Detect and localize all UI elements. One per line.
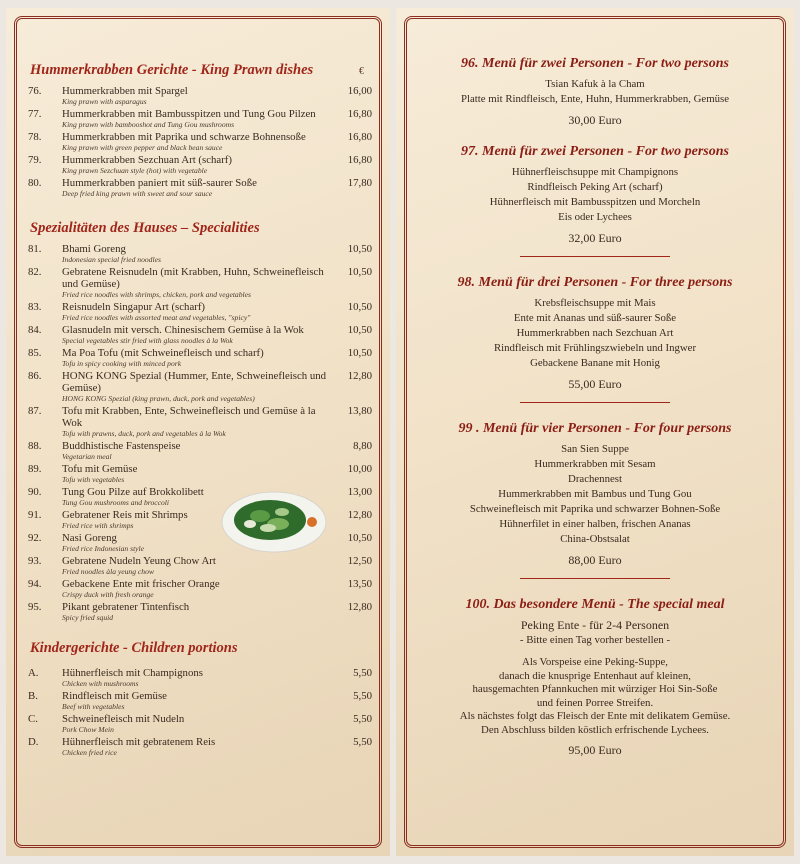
dish-name: Hühnerfleisch mit Champignons — [62, 667, 203, 679]
dish-translation: Chicken fried rice — [62, 748, 117, 757]
dish-number: 89. — [28, 463, 42, 475]
dish-row — [24, 463, 372, 484]
dish-name: Tofu mit Gemüse — [62, 463, 138, 475]
dish-number: 77. — [28, 108, 42, 120]
dish-translation: Pork Chow Mein — [62, 725, 114, 734]
dish-name: Gebackene Ente mit frischer Orange — [62, 578, 220, 590]
menu-price: 32,00 Euro — [568, 231, 622, 245]
dish-translation: King prawn with bambooshot and Tung Gou mushrooms — [62, 120, 235, 129]
dish-row — [24, 601, 372, 622]
section-title-specialities: Spezialitäten des Hauses – Specialities — [30, 220, 260, 236]
dish-price: 10,50 — [347, 347, 372, 359]
dish-name: Hummerkrabben mit Bambusspitzen und Tung Gou Pilzen — [62, 108, 316, 120]
dish-name: HONG KONG Spezial (Hummer, Ente, Schweinefleisch und Gemüse) — [62, 370, 327, 394]
menu-page-left — [6, 8, 390, 856]
dish-translation: Tofu with prawns, duck, pork and vegetables à la Wok — [62, 429, 226, 438]
dish-row — [24, 736, 372, 757]
dish-number: 93. — [28, 555, 42, 567]
dish-price: 8,80 — [353, 440, 372, 452]
dish-translation: Deep fried king prawn with sweet and sour sauce — [62, 189, 213, 198]
dish-row — [24, 555, 372, 576]
dish-name: Hühnerfleisch mit gebratenem Reis — [62, 736, 216, 748]
menu-course: danach die knusprige Entenhaut auf kleinen, — [499, 669, 691, 682]
dish-price: 16,80 — [347, 108, 372, 120]
dish-translation: Vegetarian meal — [62, 452, 112, 461]
menu-97 — [416, 144, 774, 246]
dish-name: Hummerkrabben paniert mit süß-saurer Soße — [62, 177, 257, 189]
dish-translation: Tung Gou mushrooms and broccoli — [62, 498, 170, 507]
menu-course: Drachennest — [568, 473, 622, 485]
menu-title: 99 . Menü für vier Personen - For four persons — [458, 421, 732, 436]
dish-translation: Tofu in spicy cooking with minced pork — [62, 359, 182, 368]
dish-translation: Fried noodles àla yeung chow — [62, 567, 154, 576]
dish-number: 85. — [28, 347, 42, 359]
section-title-prawn: Hummerkrabben Gerichte - King Prawn dishes € — [30, 62, 364, 78]
dish-translation: Fried rice noodles with assorted meat and vegetables, "spicy" — [62, 313, 251, 322]
menu-course: Hühnerfilet in einer halben, frischen Ananas — [499, 518, 691, 530]
dish-number: 90. — [28, 486, 42, 498]
menu-course: und feinen Porree Streifen. — [536, 696, 654, 709]
dish-number: 76. — [28, 85, 42, 97]
divider — [520, 578, 670, 579]
dish-price: 13,50 — [347, 578, 372, 590]
dish-name: Reisnudeln Singapur Art (scharf) — [62, 301, 206, 313]
dish-number: 84. — [28, 324, 42, 336]
dish-name: Ma Poa Tofu (mit Schweinefleisch und scharf) — [62, 347, 264, 359]
dish-price: 5,50 — [353, 713, 372, 725]
menu-price: 88,00 Euro — [568, 553, 622, 567]
dish-price: 10,00 — [347, 463, 372, 475]
dish-name: Tofu mit Krabben, Ente, Schweinefleisch und Gemüse à la Wok — [62, 405, 316, 429]
dish-price: 5,50 — [353, 736, 372, 748]
menu-title: 100. Das besondere Menü - The special meal — [465, 597, 725, 612]
specialities-dish-list — [24, 243, 372, 622]
menu-99 — [416, 421, 774, 568]
menu-course: Hühnerfleischsuppe mit Champignons — [511, 166, 679, 178]
dish-price: 10,50 — [347, 266, 372, 278]
dish-number: 92. — [28, 532, 42, 544]
menu-course: Platte mit Rindfleisch, Ente, Huhn, Hummerkrabben, Gemüse — [460, 93, 730, 105]
dish-number: A. — [28, 667, 39, 679]
menu-course: Als nächstes folgt das Fleisch der Ente mit delikatem Gemüse. — [459, 710, 731, 722]
dish-translation: Chicken with mushrooms — [62, 679, 139, 688]
menu-page-right — [396, 8, 794, 856]
dish-row — [24, 690, 372, 711]
dish-name: Gebratene Reisnudeln (mit Krabben, Huhn, Schweinefleisch und Gemüse) — [62, 266, 324, 290]
dish-name: Buddhistische Fastenspeise — [62, 440, 181, 452]
dish-price: 12,80 — [347, 601, 372, 613]
dish-name: Tung Gou Pilze auf Brokkolibett — [62, 486, 204, 498]
menu-96 — [416, 56, 774, 128]
dish-number: 80. — [28, 177, 42, 189]
dish-row — [24, 131, 372, 152]
menu-price: 55,00 Euro — [568, 377, 622, 391]
menu-98 — [416, 275, 774, 392]
dish-price: 17,80 — [347, 177, 372, 189]
dish-number: 78. — [28, 131, 42, 143]
menu-title: 96. Menü für zwei Personen - For two persons — [461, 56, 729, 71]
dish-price: 5,50 — [353, 667, 372, 679]
dish-name: Schweinefleisch mit Nudeln — [62, 713, 185, 725]
dish-price: 10,50 — [347, 301, 372, 313]
dish-price: 13,80 — [347, 405, 372, 417]
menu-course: Tsian Kafuk à la Cham — [545, 78, 645, 90]
dish-row — [24, 713, 372, 734]
menu-course: San Sien Suppe — [561, 443, 629, 455]
menu-price: 30,00 Euro — [568, 113, 622, 127]
dish-number: 95. — [28, 601, 42, 613]
dish-translation: Indonesian special fried noodles — [62, 255, 161, 264]
dish-translation: Tofu with vegetables — [62, 475, 125, 484]
dish-number: 86. — [28, 370, 42, 382]
dish-number: C. — [28, 713, 38, 725]
menu-course: Hummerkrabben nach Sezchuan Art — [516, 327, 674, 339]
menu-course: hausgemachten Pfannkuchen mit würziger Hoi Sin-Soße — [472, 683, 718, 695]
order-note: - Bitte einen Tag vorher bestellen - — [519, 634, 671, 646]
dish-number: 79. — [28, 154, 42, 166]
menu-course: Hühnerfleisch mit Bambusspitzen und Morcheln — [489, 196, 701, 208]
menu-course: Ente mit Ananas und süß-saurer Soße — [513, 312, 677, 324]
dish-name: Hummerkrabben Sezchuan Art (scharf) — [62, 154, 232, 166]
dish-translation: Fried rice with shrimps — [62, 521, 134, 530]
menu-course: Krebsfleischsuppe mit Mais — [534, 297, 656, 309]
dish-name: Bhami Goreng — [62, 243, 126, 255]
menu-course: Schweinefleisch mit Paprika und schwarzer Bohnen-Soße — [469, 503, 721, 515]
dish-row — [24, 667, 372, 688]
menu-title: 98. Menü für drei Personen - For three persons — [457, 275, 733, 290]
menu-course: Hummerkrabben mit Bambus und Tung Gou — [498, 488, 692, 500]
menu-course: Rindfleisch Peking Art (scharf) — [527, 181, 663, 193]
dish-price: 16,00 — [347, 85, 372, 97]
divider — [520, 402, 670, 403]
currency-symbol: € — [359, 66, 364, 77]
dish-number: 94. — [28, 578, 42, 590]
menu-course: Hummerkrabben mit Sesam — [534, 458, 656, 470]
prawn-dish-list — [24, 85, 372, 198]
dish-plate-image — [220, 490, 328, 554]
children-dish-list — [24, 667, 372, 757]
dish-translation: Special vegetables stir fried with glass noodles à la Wok — [62, 336, 233, 345]
dish-number: 91. — [28, 509, 42, 521]
dish-number: D. — [28, 736, 39, 748]
dish-price: 5,50 — [353, 690, 372, 702]
section-title-children: Kindergerichte - Children portions — [30, 640, 238, 656]
dish-translation: Crispy duck with fresh orange — [62, 590, 154, 599]
dish-number: 88. — [28, 440, 42, 452]
dish-row — [24, 370, 372, 403]
dish-translation: Spicy fried squid — [62, 613, 114, 622]
dish-number: 81. — [28, 243, 42, 255]
dish-translation: King prawn with green pepper and black bean sauce — [62, 143, 223, 152]
dish-price: 12,80 — [347, 370, 372, 382]
dish-translation: Fried rice noodles with shrimps, chicken, pork and vegetables — [62, 290, 251, 299]
divider — [520, 256, 670, 257]
menu-course: Rindfleisch mit Frühlingszwiebeln und Ingwer — [493, 342, 697, 354]
dish-name: Rindfleisch mit Gemüse — [62, 690, 167, 702]
dish-translation: Beef with vegetables — [62, 702, 125, 711]
dish-number: 83. — [28, 301, 42, 313]
menu-course: China-Obstsalat — [560, 533, 630, 545]
dish-name: Gebratener Reis mit Shrimps — [62, 509, 188, 521]
dish-price: 12,80 — [347, 509, 372, 521]
dish-name: Hummerkrabben mit Paprika und schwarze Bohnensoße — [62, 131, 306, 143]
dish-name: Hummerkrabben mit Spargel — [62, 85, 188, 97]
dish-price: 10,50 — [347, 243, 372, 255]
dish-number: 87. — [28, 405, 42, 417]
dish-translation: King prawn Sezchuan style (hot) with vegetable — [62, 166, 208, 175]
dish-translation: Fried rice Indonesian style — [62, 544, 145, 553]
dish-row — [24, 578, 372, 599]
dish-row — [24, 324, 372, 345]
dish-row — [24, 108, 372, 129]
dish-name: Gebratene Nudeln Yeung Chow Art — [62, 555, 216, 567]
dish-price: 16,80 — [347, 131, 372, 143]
dish-number: 82. — [28, 266, 42, 278]
dish-name: Nasi Goreng — [62, 532, 117, 544]
dish-row — [24, 266, 372, 299]
dish-price: 10,50 — [347, 324, 372, 336]
menu-course: Eis oder Lychees — [558, 211, 632, 223]
peking-duck-heading: Peking Ente - für 2-4 Personen — [520, 618, 670, 632]
dish-price: 10,50 — [347, 532, 372, 544]
menu-course: Gebackene Banane mit Honig — [530, 357, 660, 369]
dish-price: 16,80 — [347, 154, 372, 166]
dish-translation: King prawn with asparagus — [62, 97, 147, 106]
dish-name: Pikant gebratener Tintenfisch — [62, 601, 190, 613]
menu-100 — [416, 597, 774, 758]
menu-course: Als Vorspeise eine Peking-Suppe, — [522, 656, 668, 668]
dish-translation: HONG KONG Spezial (king prawn, duck, pork and vegetables) — [62, 394, 255, 403]
dish-number: B. — [28, 690, 38, 702]
dish-row — [24, 347, 372, 368]
dish-price: 12,50 — [347, 555, 372, 567]
dish-row — [24, 154, 372, 175]
menu-title: 97. Menü für zwei Personen - For two persons — [461, 144, 729, 159]
dish-row — [24, 405, 372, 438]
dish-row — [24, 301, 372, 322]
dish-row — [24, 177, 372, 198]
dish-row — [24, 440, 372, 461]
dish-row — [24, 243, 372, 264]
dish-name: Glasnudeln mit versch. Chinesischem Gemüse à la Wok — [62, 324, 304, 336]
dish-row — [24, 85, 372, 106]
menu-course: Den Abschluss bilden köstlich erfrischende Lychees. — [481, 723, 709, 736]
menu-price: 95,00 Euro — [568, 743, 622, 757]
dish-price: 13,00 — [347, 486, 372, 498]
